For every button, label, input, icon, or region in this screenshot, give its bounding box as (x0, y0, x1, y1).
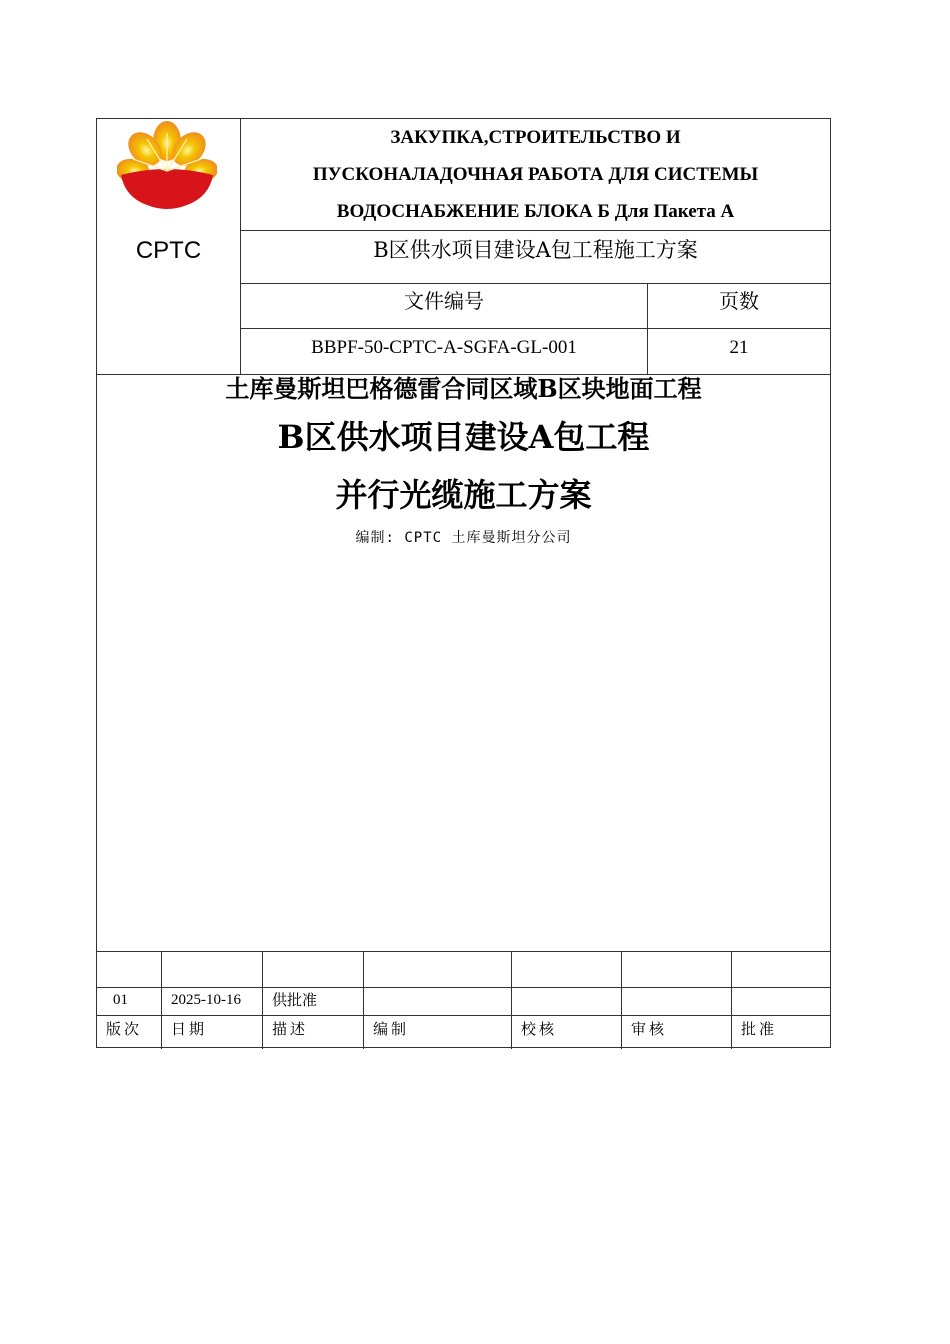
table-cell (162, 952, 263, 988)
table-cell (97, 952, 162, 988)
revision-compiled-by (364, 988, 512, 1016)
column-header: 版次 (97, 1016, 162, 1049)
table-cell (263, 952, 364, 988)
plan-title-line2: 并行光缆施工方案 (335, 476, 592, 514)
column-header: 审核 (622, 1016, 732, 1049)
cnpc-logo-icon (117, 119, 217, 211)
revision-reviewed-by (622, 988, 732, 1016)
revision-number: 01 (97, 988, 162, 1016)
russian-title-line: ВОДОСНАБЖЕНИЕ БЛОКА Б Для Пакета А (336, 201, 735, 222)
table-cell (732, 952, 830, 988)
column-header: 描述 (263, 1016, 364, 1049)
plan-title-line1: B区供水项目建设A包工程 (277, 418, 650, 456)
chinese-subtitle: B区供水项目建设A包工程施工方案 (241, 231, 830, 284)
doc-info-label-row (241, 284, 830, 329)
compiler-line: 编制: CPTC 土库曼斯坦分公司 (355, 530, 572, 546)
column-header: 批准 (741, 1020, 778, 1038)
table-cell (512, 952, 622, 988)
revision-checked-by (512, 988, 622, 1016)
column-header: 日期 (162, 1016, 263, 1049)
document-page (96, 118, 831, 1048)
logo-cell (97, 119, 241, 374)
revision-row-empty (97, 951, 830, 988)
doc-info-value-row (241, 329, 830, 374)
russian-title-line: ПУСКОНАЛАДОЧНАЯ РАБОТА ДЛЯ СИСТЕМЫ (312, 164, 759, 185)
russian-title-line: ЗАКУПКА,СТРОИТЕЛЬСТВО И (390, 127, 681, 148)
doc-number-value: BBPF-50-CPTC-A-SGFA-GL-001 (241, 329, 648, 374)
pages-value: 21 (729, 337, 749, 358)
revision-row-data (97, 987, 830, 1016)
column-header: 编制 (364, 1016, 512, 1049)
project-title: 土库曼斯坦巴格德雷合同区域B区块地面工程 (225, 374, 702, 403)
doc-number-label: 文件编号 (241, 284, 648, 328)
document-header (97, 119, 830, 375)
revision-date: 2025-10-16 (162, 988, 263, 1016)
revision-approved-by (732, 988, 830, 1016)
revision-description: 供批准 (263, 988, 364, 1016)
column-header: 校核 (512, 1016, 622, 1049)
table-cell (364, 952, 512, 988)
russian-title (241, 119, 830, 231)
company-name: CPTC (135, 237, 202, 264)
pages-label: 页数 (719, 289, 759, 313)
table-cell (622, 952, 732, 988)
revision-table (97, 951, 830, 1048)
revision-header-row (97, 1015, 830, 1049)
